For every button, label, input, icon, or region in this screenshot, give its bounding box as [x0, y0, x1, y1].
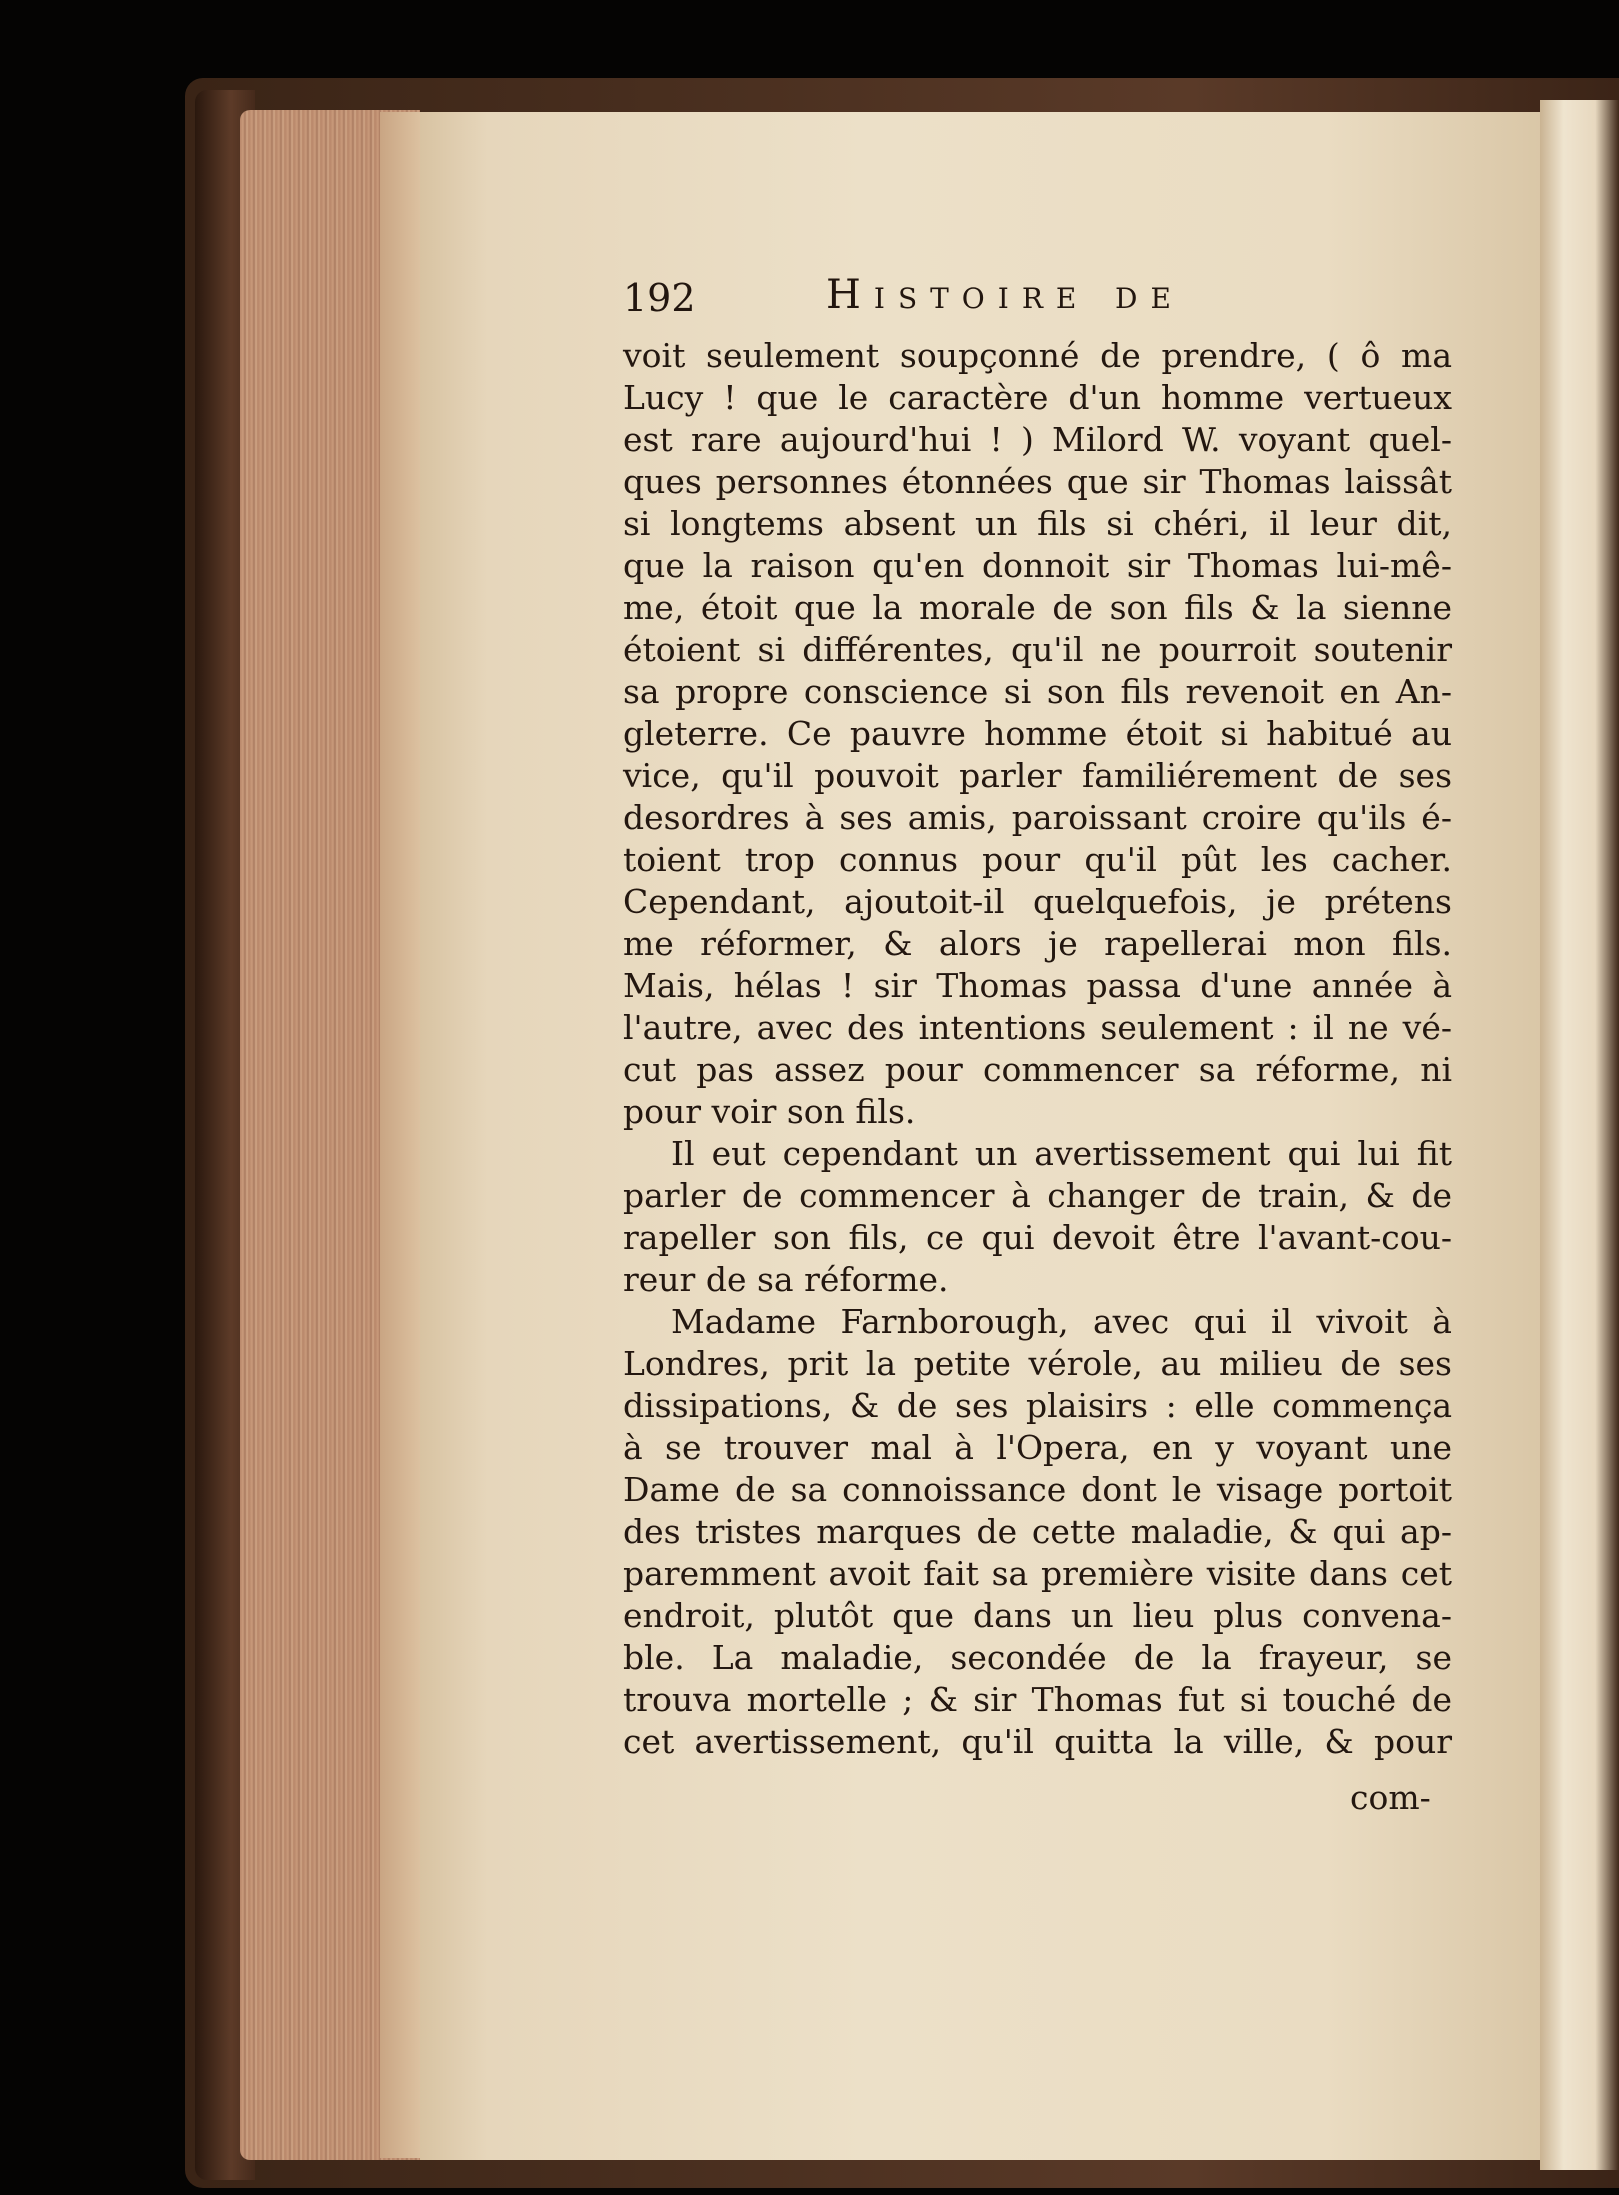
text-line: des tristes marques de cette maladie, & qui ap-	[623, 1512, 1452, 1551]
text-line: paremment avoit fait sa première visite dans cet	[623, 1554, 1452, 1593]
text-line: trouva mortelle ; & sir Thomas fut si touché de	[623, 1680, 1452, 1719]
text-line: endroit, plutôt que dans un lieu plus convena-	[623, 1596, 1452, 1635]
text-line: Madame Farnborough, avec qui il vivoit à	[671, 1302, 1452, 1341]
text-line: toient trop connus pour qu'il pût les cacher.	[623, 840, 1452, 879]
text-line: Mais, hélas ! sir Thomas passa d'une année à	[623, 966, 1452, 1005]
text-line: rapeller son fils, ce qui devoit être l'avant-cou-	[623, 1218, 1452, 1257]
text-line: voit seulement soupçonné de prendre, ( ô ma	[623, 336, 1452, 375]
running-head	[623, 272, 1323, 322]
text-line: ble. La maladie, secondée de la frayeur, se	[623, 1638, 1452, 1677]
text-line: est rare aujourd'hui ! ) Milord W. voyant quel-	[623, 420, 1452, 459]
text-line: Londres, prit la petite vérole, au milieu de ses	[623, 1344, 1452, 1383]
facing-page-gutter	[1540, 100, 1619, 2170]
text-line: cet avertissement, qu'il quitta la ville, & pour	[623, 1722, 1452, 1761]
text-line: ques personnes étonnées que sir Thomas laissât	[623, 462, 1452, 501]
text-line: pour voir son fils.	[623, 1092, 916, 1131]
page-fore-edge	[380, 112, 420, 2158]
page-number: 192	[623, 276, 696, 320]
text-line: gleterre. Ce pauvre homme étoit si habitué au	[623, 714, 1452, 753]
running-title: Histoire de	[826, 272, 1184, 318]
text-line: Lucy ! que le caractère d'un homme vertueux	[623, 378, 1452, 417]
text-line: si longtems absent un fils si chéri, il leur dit,	[623, 504, 1452, 543]
text-line: vice, qu'il pouvoit parler familiérement de ses	[623, 756, 1452, 795]
text-line: cut pas assez pour commencer sa réforme, ni	[623, 1050, 1452, 1089]
text-line: Dame de sa connoissance dont le visage portoit	[623, 1470, 1452, 1509]
text-line: dissipations, & de ses plaisirs : elle commença	[623, 1386, 1452, 1425]
text-line: desordres à ses amis, paroissant croire qu'ils é-	[623, 798, 1452, 837]
text-line: à se trouver mal à l'Opera, en y voyant une	[623, 1428, 1452, 1467]
body-text	[623, 335, 1452, 1763]
text-line: Cependant, ajoutoit-il quelquefois, je prétens	[623, 882, 1452, 921]
text-line: l'autre, avec des intentions seulement : il ne vé-	[623, 1008, 1452, 1047]
text-line: que la raison qu'en donnoit sir Thomas lui-mê-	[623, 546, 1452, 585]
catchword: com-	[1350, 1778, 1431, 1817]
text-line: étoient si différentes, qu'il ne pourroit soutenir	[623, 630, 1452, 669]
text-line: me réformer, & alors je rapellerai mon fils.	[623, 924, 1452, 963]
text-line: me, étoit que la morale de son fils & la sienne	[623, 588, 1452, 627]
text-line: reur de sa réforme.	[623, 1260, 949, 1299]
text-line: Il eut cependant un avertissement qui lui fit	[671, 1134, 1452, 1173]
text-line: sa propre conscience si son fils revenoit en An-	[623, 672, 1452, 711]
text-line: parler de commencer à changer de train, & de	[623, 1176, 1452, 1215]
